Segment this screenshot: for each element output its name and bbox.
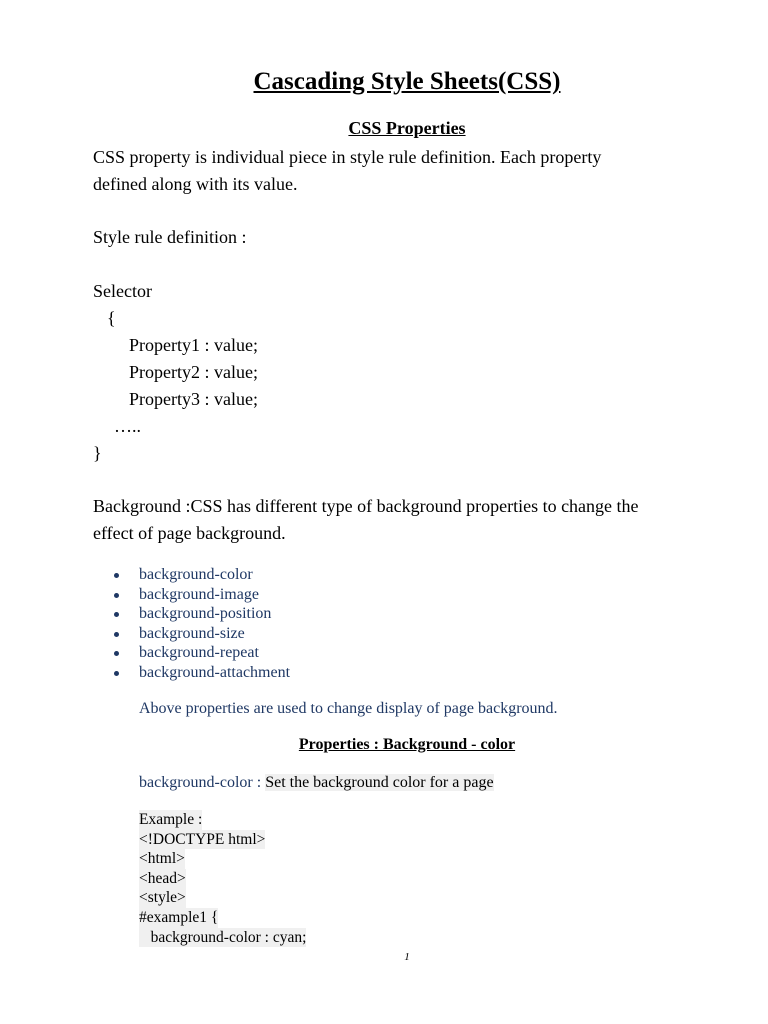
open-brace: { [107,308,116,328]
selector-text: Selector [93,281,152,301]
close-brace: } [93,443,102,463]
code-line: <head> [139,869,186,887]
definition-term: background-color : [139,774,266,791]
bullet-icon [114,573,119,578]
bullet-icon [114,593,119,598]
bullet-icon [114,651,119,656]
bullet-icon [114,632,119,637]
list-item: background-attachment [114,663,290,683]
section-heading: Properties : Background - color [298,736,516,753]
intro-line-2: defined along with its value. [93,174,298,194]
property-3: Property3 : value; [129,389,258,409]
page-number: 1 [404,951,410,963]
rule-label: Style rule definition : [93,227,247,247]
bullet-icon [114,671,119,676]
background-color-definition [139,774,494,792]
property-1: Property1 : value; [129,335,258,355]
code-line: #example1 { [139,908,219,926]
code-line: <html> [139,850,185,868]
list-item: background-position [114,604,290,624]
list-item: background-image [114,585,290,605]
above-note: Above properties are used to change display of page background. [139,700,558,717]
definition-description: Set the background color for a page [265,774,494,791]
background-properties-list [114,565,290,683]
example-label: Example : [139,811,203,828]
background-intro-line-2: effect of page background. [93,523,286,543]
property-2: Property2 : value; [129,362,258,382]
document-title: Cascading Style Sheets(CSS) [253,68,561,95]
intro-line-1: CSS property is individual piece in style rule definition. Each property [93,147,602,167]
list-item: background-size [114,624,290,644]
background-intro-line-1: Background :CSS has different type of background properties to change the [93,496,639,516]
code-line: <style> [139,889,186,907]
list-item: background-color [114,565,290,585]
section-subtitle: CSS Properties [348,118,466,138]
code-line: <!DOCTYPE html> [139,830,266,848]
list-item: background-repeat [114,643,290,663]
code-example [139,810,306,947]
ellipsis: ….. [114,416,141,436]
code-line: background-color : cyan; [139,928,307,946]
bullet-icon [114,612,119,617]
